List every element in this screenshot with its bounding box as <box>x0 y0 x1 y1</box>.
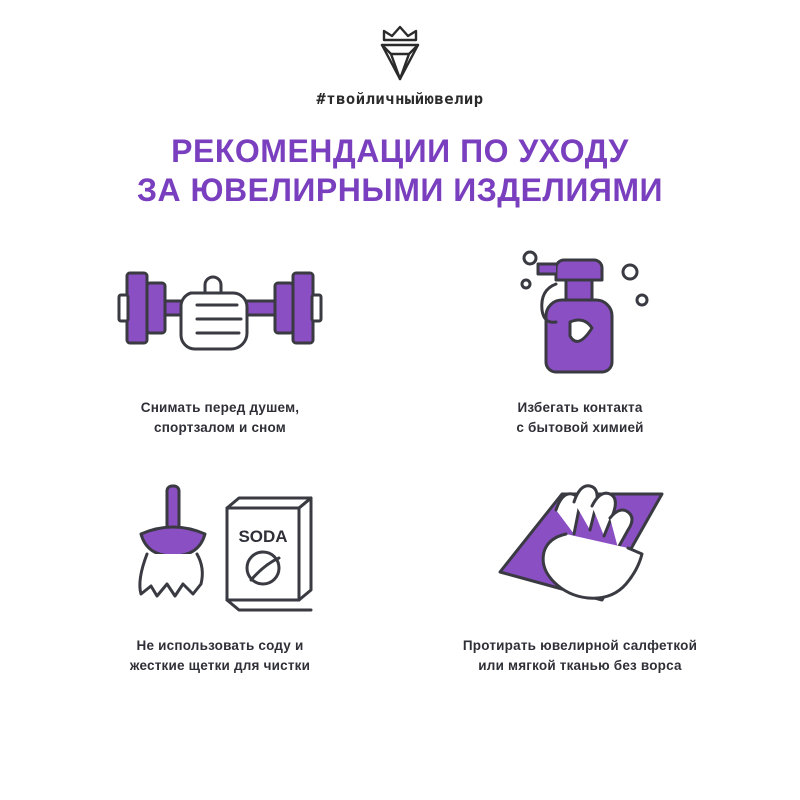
brush-soda-box-icon <box>105 476 335 626</box>
brand-handle: #твойличныйювелир <box>316 90 484 108</box>
page-title <box>0 132 800 210</box>
tip-caption-line-1: Протирать ювелирной салфеткой <box>462 638 698 653</box>
crown-diamond-logo-icon <box>354 22 446 84</box>
tip-item <box>40 476 400 696</box>
hand-polishing-cloth-icon <box>470 476 690 626</box>
tip-caption-line-2: с бытовой химией <box>516 420 644 435</box>
tip-caption-line-1: Избегать контакта <box>517 400 643 415</box>
tip-caption-line-2: жесткие щетки для чистки <box>129 658 311 673</box>
tip-caption <box>463 636 697 676</box>
tip-item <box>40 238 400 458</box>
soda-box-label: SODA <box>238 527 288 546</box>
tip-caption <box>141 398 299 438</box>
page-title-line-2: ЗА ЮВЕЛИРНЫМИ ИЗДЕЛИЯМИ <box>136 172 664 208</box>
tip-caption <box>130 636 310 676</box>
brand-block <box>0 22 800 108</box>
page-title-line-1: РЕКОМЕНДАЦИИ ПО УХОДУ <box>171 133 629 169</box>
spray-bottle-icon <box>490 238 670 388</box>
tip-caption-line-1: Снимать перед душем, <box>140 400 300 415</box>
tip-caption-line-2: или мягкой тканью без ворса <box>478 658 682 673</box>
tip-item <box>400 476 760 696</box>
dumbbell-hand-icon <box>105 238 335 388</box>
tip-item <box>400 238 760 458</box>
tip-caption-line-2: спортзалом и сном <box>153 420 286 435</box>
tip-caption <box>516 398 643 438</box>
tips-grid <box>40 238 760 696</box>
tip-caption-line-1: Не использовать соду и <box>136 638 304 653</box>
